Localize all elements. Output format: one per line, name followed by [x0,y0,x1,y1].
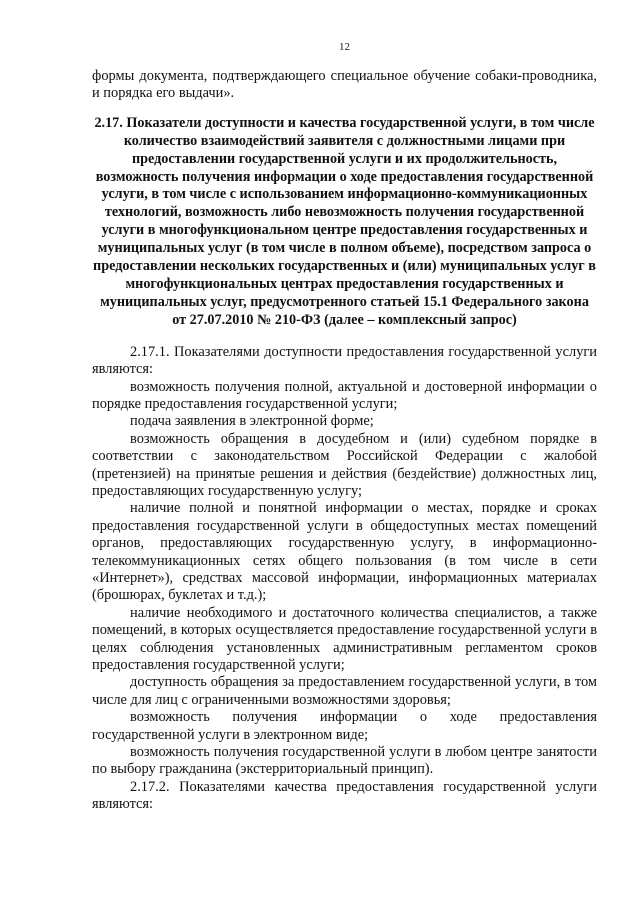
list-item-appeal-possibility: возможность обращения в досудебном и (или) судебном порядке в соответствии с законодательством Российской Федерации с жалобой (претензией) на принятые решения и действия (бездействие) должностных лиц, предоставляющих государственную услугу; [92,430,597,499]
list-item-public-information: наличие полной и понятной информации о местах, порядке и сроках предоставления государственной услуги в общедоступных местах помещений органов, предоставляющих государственную услугу, в информационно-телекоммуникационных сетях общего пользования (в том числе в сети «Интернет»), средствах массовой информации, информационных материалах (брошюрах, буклетах и т.д.); [92,500,597,604]
list-item-extraterritorial: возможность получения государственной услуги в любом центре занятости по выбору гражданина (экстерриториальный принцип). [92,744,597,778]
paragraph-2-17-1: 2.17.1. Показателями доступности предоставления государственной услуги являются: [92,343,597,378]
continuation-paragraph: формы документа, подтверждающего специальное обучение собаки-проводника, и порядка его выдачи». [92,68,597,102]
section-heading-2-17: 2.17. Показатели доступности и качества государственной услуги, в том числе количество взаимодействий заявителя с должностными лицами при предоставлении государственной услуги и их продолжительность, возможность получения информации о ходе предоставления государственной услуги, в том числе с использованием информационно-коммуникационных технологий, возможность либо невозможность получения государственной услуги в многофункциональном центре предоставления государственных и муниципальных услуг (в том числе в полном объеме), посредством запроса о предоставлении нескольких государственных и (или) муниципальных услуг в многофункциональных центрах предоставления государственных и муниципальных услуг, предусмотренного статьей 15.1 Федерального закона от 27.07.2010 № 210-ФЗ (далее – комплексный запрос) [93,114,596,328]
list-item-availability-info: возможность получения полной, актуальной и достоверной информации о порядке предоставления государственной услуги; [92,378,597,412]
list-item-accessibility: доступность обращения за предоставлением государственной услуги, в том числе для лиц с ограниченными возможностями здоровья; [92,674,597,708]
document-page [92,0,597,905]
document-body [92,68,597,814]
page-number: 12 [339,41,350,53]
list-item-electronic-application: подача заявления в электронной форме; [130,413,374,430]
paragraph-2-17-2: 2.17.2. Показателями качества предоставления государственной услуги являются: [92,778,597,813]
list-item-specialists-premises: наличие необходимого и достаточного количества специалистов, а также помещений, в которых осуществляется предоставление государственной услуги в целях соблюдения установленных административным регламентом сроков предоставления государственной услуги; [92,604,597,673]
list-item-progress-info: возможность получения информации о ходе предоставления государственной услуги в электронном виде; [92,709,597,743]
